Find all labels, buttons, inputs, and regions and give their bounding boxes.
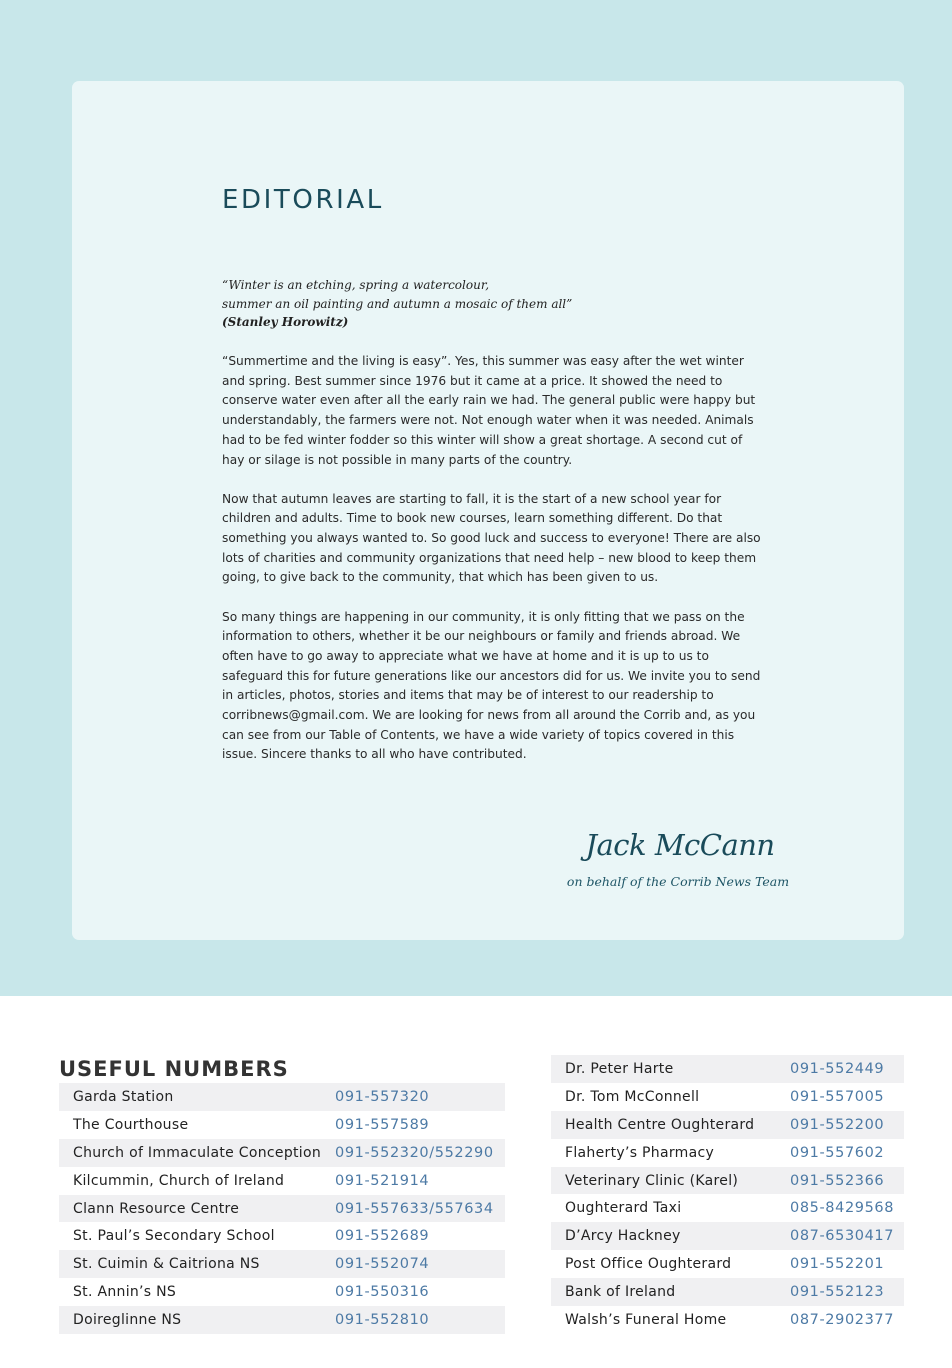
phone-number: 091-557320 (335, 1088, 430, 1105)
editorial-paragraph: “Summertime and the living is easy”. Yes, this summer was easy after the wet winter and spring. Best summer since 1976 but it came at a price. It showed the need to conserve water even after all the early rain we had. The general public were happy but understandably, the farmers were not. Not enough water when it was needed. Animals had to be fed winter fodder so this winter will show a great shortage. A second cut of hay or silage is not possible in many parts of the country. (222, 354, 756, 467)
editorial-paragraph: Now that autumn leaves are starting to fall, it is the start of a new school year for children and adults. Time to book new courses, learn something different. Do that something you always wanted to. So good luck and success to everyone! There are also lots of charities and community organizations that need help – new blood to keep them going, to give back to the community, that which has been given to us. (222, 491, 761, 585)
table-row (551, 1194, 904, 1222)
quote-author: (Stanley Horowitz) (222, 315, 349, 329)
phone-number: 091-552201 (790, 1256, 885, 1273)
contact-name: Doireglinne NS (73, 1312, 182, 1329)
table-row (59, 1195, 505, 1223)
phone-number: 087-2902377 (790, 1311, 895, 1328)
table-row (551, 1250, 904, 1278)
phone-number: 091-552689 (335, 1228, 430, 1245)
contact-name: Walsh’s Funeral Home (565, 1311, 727, 1328)
phone-number: 091-552200 (790, 1116, 885, 1133)
phone-number: 091-557633/557634 (335, 1200, 494, 1217)
table-row (551, 1278, 904, 1306)
contact-name: Garda Station (73, 1088, 174, 1105)
table-row (59, 1139, 505, 1167)
contact-name: Health Centre Oughterard (565, 1116, 755, 1133)
table-row (551, 1222, 904, 1250)
contact-name: D’Arcy Hackney (565, 1228, 681, 1245)
phone-number: 087-6530417 (790, 1228, 895, 1245)
table-row (59, 1111, 505, 1139)
table-row (551, 1167, 904, 1195)
editorial-body (222, 352, 767, 785)
table-row (59, 1250, 505, 1278)
contact-name: St. Cuimin & Caitriona NS (73, 1256, 260, 1273)
contact-name: St. Annin’s NS (73, 1284, 177, 1301)
phone-number: 091-552366 (790, 1172, 885, 1189)
table-row (551, 1139, 904, 1167)
useful-numbers-table-right (551, 1055, 904, 1334)
signature: Jack McCann (585, 828, 775, 862)
contact-name: Church of Immaculate Conception (73, 1144, 322, 1161)
editorial-title: EDITORIAL (222, 185, 384, 216)
phone-number: 091-557602 (790, 1144, 885, 1161)
contact-name: The Courthouse (73, 1116, 189, 1133)
phone-number: 091-552449 (790, 1060, 885, 1077)
table-row (551, 1306, 904, 1334)
contact-name: Bank of Ireland (565, 1284, 676, 1301)
table-row (551, 1055, 904, 1083)
contact-name: St. Paul’s Secondary School (73, 1228, 275, 1245)
contact-name: Veterinary Clinic (Karel) (565, 1172, 739, 1189)
phone-number: 091-552074 (335, 1256, 430, 1273)
phone-number: 091-521914 (335, 1172, 430, 1189)
phone-number: 085-8429568 (790, 1200, 895, 1217)
contact-name: Post Office Oughterard (565, 1256, 732, 1273)
table-row (59, 1083, 505, 1111)
contact-name: Dr. Tom McConnell (565, 1088, 700, 1105)
phone-number: 091-552810 (335, 1312, 430, 1329)
useful-numbers-table-left (59, 1083, 505, 1334)
contact-name: Oughterard Taxi (565, 1200, 682, 1217)
table-row (551, 1083, 904, 1111)
quote-line: summer an oil painting and autumn a mosaic of them all” (222, 296, 573, 311)
phone-number: 091-552123 (790, 1284, 885, 1301)
table-row (59, 1222, 505, 1250)
quote-line: “Winter is an etching, spring a watercolour, (222, 278, 490, 292)
table-row (59, 1278, 505, 1306)
useful-numbers-title: USEFUL NUMBERS (59, 1057, 289, 1082)
phone-number: 091-557005 (790, 1088, 885, 1105)
editorial-quote (222, 276, 762, 332)
table-row (551, 1111, 904, 1139)
editorial-paragraph: So many things are happening in our community, it is only fitting that we pass on the information to others, whether it be our neighbours or family and friends abroad. We often have to go away to appreciate what we have at home and it is up to us to safeguard this for future generations like our ancestors did for us. We invite you to send in articles, photos, stories and items that may be of interest to our readership to corribnews@gmail.com. We are looking for news from all around the Corrib and, as you can see from our Table of Contents, we have a wide variety of topics covered in this issue. Sincere thanks to all who have contributed. (222, 609, 761, 762)
contact-name: Clann Resource Centre (73, 1200, 240, 1217)
phone-number: 091-557589 (335, 1116, 430, 1133)
signature-subtitle: on behalf of the Corrib News Team (566, 874, 790, 889)
phone-number: 091-550316 (335, 1284, 430, 1301)
contact-name: Dr. Peter Harte (565, 1060, 674, 1077)
phone-number: 091-552320/552290 (335, 1144, 494, 1161)
contact-name: Kilcummin, Church of Ireland (73, 1172, 285, 1189)
table-row (59, 1306, 505, 1334)
contact-name: Flaherty’s Pharmacy (565, 1144, 715, 1161)
table-row (59, 1167, 505, 1195)
